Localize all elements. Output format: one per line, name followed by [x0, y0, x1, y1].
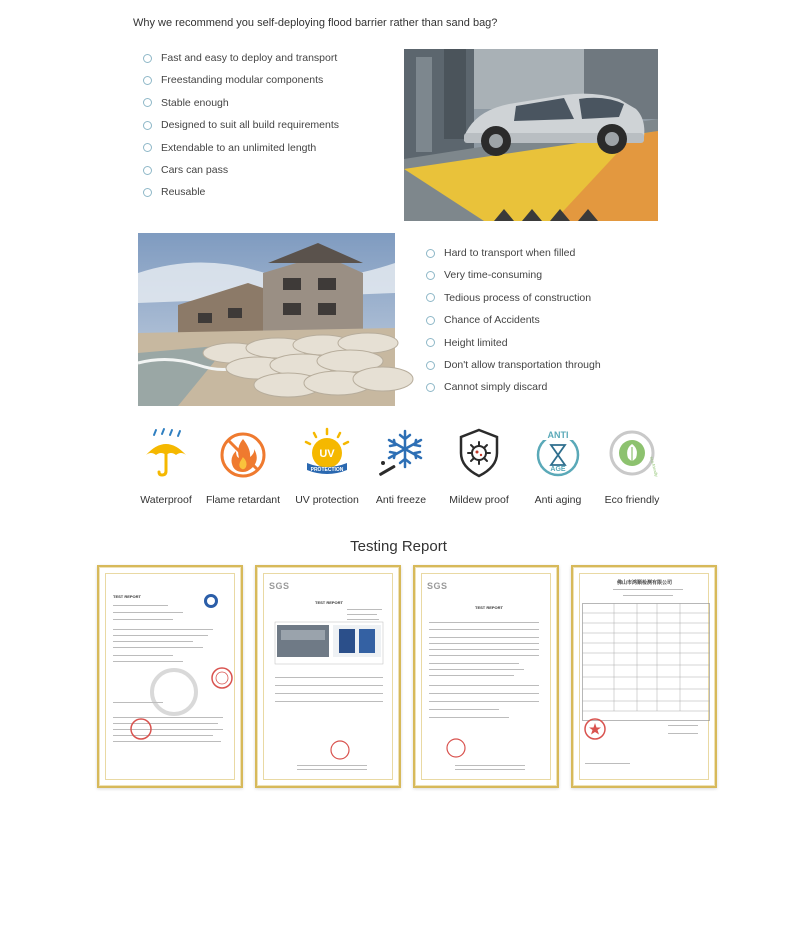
certificate-3: SGS TEST REPORT	[413, 565, 559, 788]
red-stamp	[583, 717, 607, 741]
feature-label: Eco friendly	[604, 494, 660, 506]
bullet-icon	[143, 98, 152, 107]
list-item: Cars can pass	[143, 159, 339, 181]
list-item: Cannot simply discard	[426, 376, 601, 398]
list-item: Reusable	[143, 181, 339, 203]
bullet-icon	[426, 249, 435, 258]
svg-text:ANTI: ANTI	[547, 430, 569, 440]
feature-label: UV protection	[295, 494, 359, 506]
bullet-icon	[426, 316, 435, 325]
umbrella-rain-icon	[140, 427, 192, 479]
feature-label: Mildew proof	[449, 494, 509, 506]
bullet-icon	[143, 54, 152, 63]
feature-label: Anti aging	[534, 494, 582, 506]
bullet-icon	[426, 361, 435, 370]
certificate-4: 佛山市鸿顺检测有限公司	[571, 565, 717, 788]
feature-mildew-proof	[434, 427, 524, 506]
list-item: Extendable to an unlimited length	[143, 137, 339, 159]
red-stamp	[445, 737, 467, 759]
list-item: Designed to suit all build requirements	[143, 114, 339, 136]
bullet-icon	[426, 293, 435, 302]
section-heading: Why we recommend you self-deploying flood barrier rather than sand bag?	[133, 17, 498, 29]
bullet-icon	[143, 143, 152, 152]
svg-text:eco-friendly: eco-friendly	[649, 455, 660, 478]
svg-text:UV: UV	[319, 448, 335, 460]
svg-text:AGE: AGE	[550, 466, 566, 473]
red-stamp	[329, 739, 351, 761]
certificate-1: TEST REPORT	[97, 565, 243, 788]
bullet-icon	[143, 166, 152, 175]
list-item: Don't allow transportation through	[426, 354, 601, 376]
feature-flame-retardant	[198, 427, 288, 506]
anti-age-icon	[532, 427, 584, 479]
list-item: Fast and easy to deploy and transport	[143, 47, 339, 69]
list-item: Tedious process of construction	[426, 287, 601, 309]
feature-anti-freeze	[356, 427, 446, 506]
certificate-2: SGS TEST REPORT	[255, 565, 401, 788]
bullet-icon	[143, 121, 152, 130]
feature-label: Anti freeze	[375, 494, 427, 506]
cons-list	[426, 242, 601, 399]
bullet-icon	[426, 383, 435, 392]
bullet-icon	[143, 188, 152, 197]
list-item: Freestanding modular components	[143, 69, 339, 91]
feature-label: Flame retardant	[205, 494, 281, 506]
red-stamp	[129, 717, 153, 741]
snowflake-icon	[375, 427, 427, 479]
bullet-icon	[426, 271, 435, 280]
pros-list	[143, 47, 339, 204]
svg-text:PROTECTION: PROTECTION	[310, 467, 344, 473]
sandbag-beach-photo	[138, 233, 395, 406]
feature-label: Waterproof	[140, 494, 192, 506]
certification-seal-icon	[203, 593, 219, 609]
list-item: Stable enough	[143, 92, 339, 114]
shield-bacteria-icon	[453, 427, 505, 479]
red-stamp	[211, 667, 233, 689]
car-on-barrier-photo	[404, 49, 658, 221]
list-item: Height limited	[426, 332, 601, 354]
feature-eco-friendly	[587, 427, 677, 506]
testing-report-title: Testing Report	[350, 538, 447, 555]
list-item: Chance of Accidents	[426, 309, 601, 331]
results-table	[582, 603, 710, 721]
eco-leaf-icon	[606, 427, 658, 479]
flame-icon	[217, 427, 269, 479]
list-item: Hard to transport when filled	[426, 242, 601, 264]
test-sample-photos	[275, 622, 383, 664]
watermark-seal	[149, 667, 199, 717]
bullet-icon	[143, 76, 152, 85]
bullet-icon	[426, 338, 435, 347]
list-item: Very time-consuming	[426, 264, 601, 286]
uv-protection-icon	[301, 427, 353, 479]
